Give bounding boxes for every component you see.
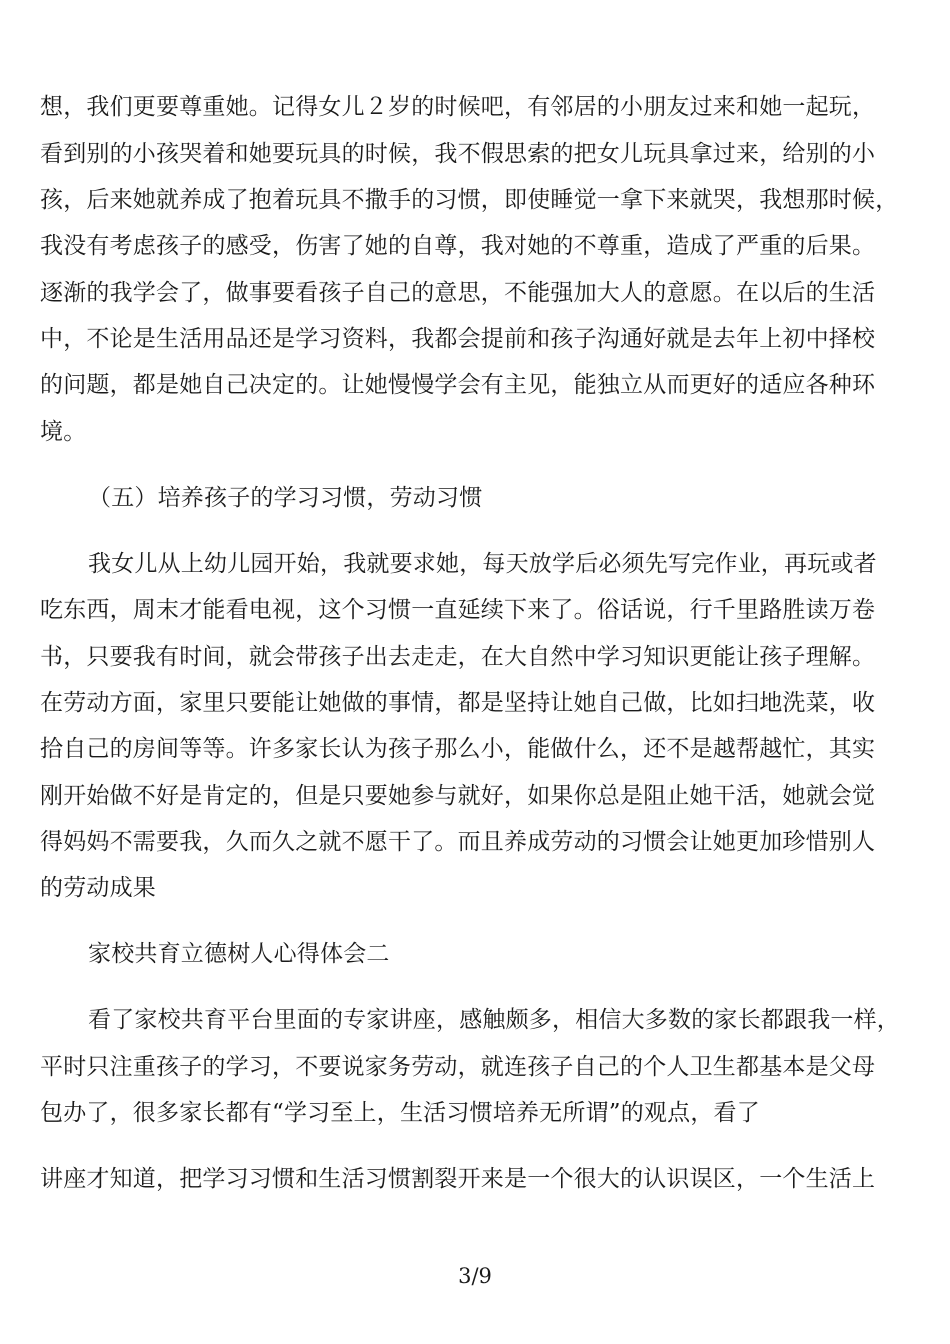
text-line: 逐渐的我学会了，做事要看孩子自己的意思，不能强加大人的意愿。在以后的生活 (40, 280, 876, 306)
text-line: 境。 (40, 419, 87, 445)
page-number: 3/9 (458, 1264, 492, 1288)
text-line: 包办了，很多家长都有“学习至上，生活习惯培养无所谓”的观点，看了 (40, 1100, 760, 1126)
text-line: 看了家校共育平台里面的专家讲座，感触颇多，相信大多数的家长都跟我一样， (88, 1007, 900, 1033)
text-line: 想，我们更要尊重她。记得女儿２岁的时候吧，有邻居的小朋友过来和她一起玩， (40, 94, 876, 120)
text-line: 拾自己的房间等等。许多家长认为孩子那么小，能做什么，还不是越帮越忙，其实 (40, 736, 876, 762)
text-line: 吃东西，周末才能看电视，这个习惯一直延续下来了。俗话说，行千里路胜读万卷 (40, 597, 876, 623)
text-line: 的劳动成果 (40, 875, 156, 901)
text-line: 刚开始做不好是肯定的，但是只要她参与就好，如果你总是阻止她干活，她就会觉 (40, 783, 876, 809)
text-line: 中，不论是生活用品还是学习资料，我都会提前和孩子沟通好就是去年上初中择校 (40, 326, 876, 352)
section-title: 家校共育立德树人心得体会二 (88, 941, 390, 967)
text-line: 我没有考虑孩子的感受，伤害了她的自尊，我对她的不尊重，造成了严重的后果。 (40, 233, 876, 259)
section-heading: （五）培养孩子的学习习惯，劳动习惯 (88, 485, 483, 511)
text-line: 的问题，都是她自己决定的。让她慢慢学会有主见，能独立从而更好的适应各种环 (40, 372, 876, 398)
text-line: 平时只注重孩子的学习，不要说家务劳动，就连孩子自己的个人卫生都基本是父母 (40, 1054, 876, 1080)
text-line: 看到别的小孩哭着和她要玩具的时候，我不假思索的把女儿玩具拿过来，给别的小 (40, 141, 876, 167)
text-line: 得妈妈不需要我，久而久之就不愿干了。而且养成劳动的习惯会让她更加珍惜别人 (40, 829, 876, 855)
text-line: 在劳动方面，家里只要能让她做的事情，都是坚持让她自己做，比如扫地洗菜，收 (40, 690, 876, 716)
text-line: 书，只要我有时间，就会带孩子出去走走，在大自然中学习知识更能让孩子理解。 (40, 644, 876, 670)
text-line: 讲座才知道，把学习习惯和生活习惯割裂开来是一个很大的认识误区，一个生活上 (40, 1166, 876, 1192)
text-line: 孩，后来她就养成了抱着玩具不撒手的习惯，即使睡觉一拿下来就哭，我想那时候， (40, 187, 899, 213)
text-line: 我女儿从上幼儿园开始，我就要求她，每天放学后必须先写完作业，再玩或者 (88, 551, 877, 577)
